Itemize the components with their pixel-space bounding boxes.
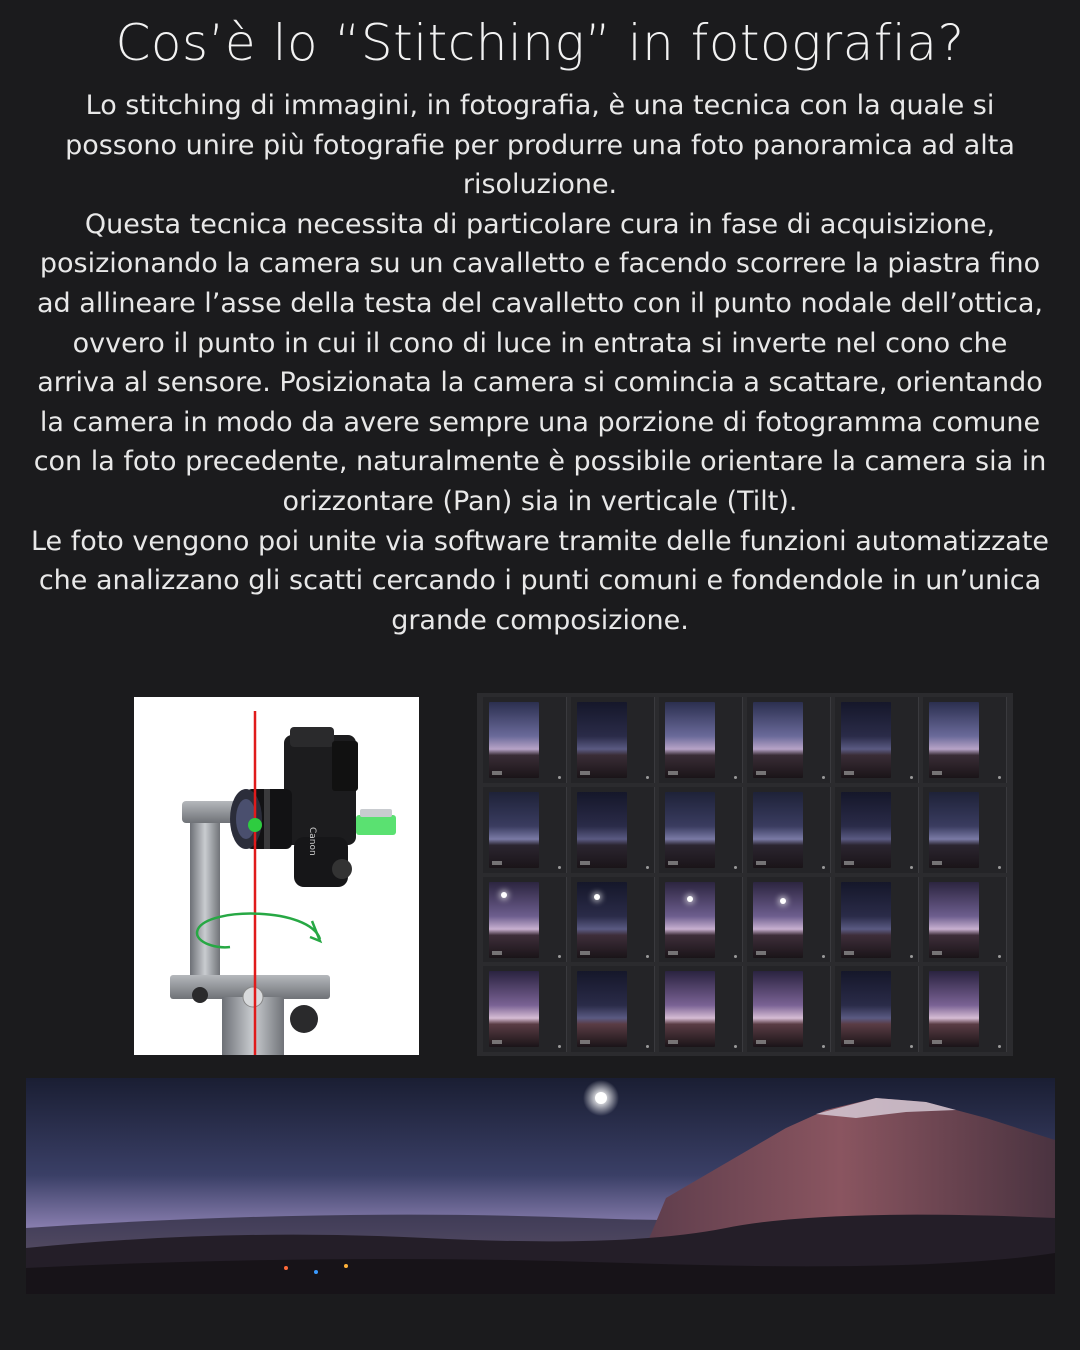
shot-thumbnail-cell[interactable] [571, 787, 655, 873]
stitched-panorama [26, 1078, 1055, 1294]
shot-thumbnail-image [489, 702, 539, 778]
shot-thumbnail-image [929, 882, 979, 958]
shot-thumbnail-image [665, 971, 715, 1047]
thumbnail-dot [558, 1045, 561, 1048]
thumbnail-dot [910, 776, 913, 779]
shot-thumbnail-image [929, 971, 979, 1047]
shot-thumbnail-image [665, 792, 715, 868]
shot-thumbnail-image [577, 971, 627, 1047]
shot-thumbnail-cell[interactable] [835, 966, 919, 1052]
moon-mark [687, 896, 693, 902]
thumbnail-tag [668, 1040, 678, 1044]
thumbnail-tag [580, 771, 590, 775]
shot-thumbnail-cell[interactable] [659, 787, 743, 873]
thumbnail-tag [756, 1040, 766, 1044]
thumbnail-tag [756, 951, 766, 955]
shot-thumbnail-image [489, 971, 539, 1047]
shot-thumbnail-image [841, 792, 891, 868]
shot-thumbnail-cell[interactable] [747, 966, 831, 1052]
thumbnail-tag [844, 1040, 854, 1044]
thumbnail-dot [558, 955, 561, 958]
shot-thumbnail-image [665, 882, 715, 958]
thumbnail-dot [646, 955, 649, 958]
thumbnail-tag [492, 951, 502, 955]
thumbnail-tag [580, 861, 590, 865]
thumbnail-tag [492, 1040, 502, 1044]
thumbnail-dot [910, 866, 913, 869]
shot-thumbnail-image [489, 792, 539, 868]
camera-brand-label: Canon [307, 827, 317, 856]
shot-thumbnail-cell[interactable] [571, 697, 655, 783]
thumbnail-dot [734, 955, 737, 958]
shot-thumbnail-cell[interactable] [747, 697, 831, 783]
shot-thumbnail-cell[interactable] [835, 787, 919, 873]
source-shots-grid [477, 693, 1013, 1056]
shot-thumbnail-cell[interactable] [835, 877, 919, 963]
thumbnail-tag [932, 861, 942, 865]
paragraph-software: Le foto vengono poi unite via software tramite delle funzioni automatizzate che analizzano gli scatti cercando i punti comuni e fondendole in un’unica grande composizione. [30, 525, 1050, 636]
thumbnail-tag [932, 951, 942, 955]
page-title: Cos’è lo “Stitching” in fotografia? [115, 14, 965, 72]
body-text [30, 86, 1050, 640]
thumbnail-dot [910, 1045, 913, 1048]
shot-thumbnail-cell[interactable] [659, 697, 743, 783]
shot-thumbnail-cell[interactable] [659, 877, 743, 963]
thumbnail-dot [998, 866, 1001, 869]
shot-thumbnail-cell[interactable] [659, 966, 743, 1052]
shot-thumbnail-image [577, 882, 627, 958]
shot-thumbnail-cell[interactable] [923, 787, 1007, 873]
thumbnail-dot [558, 866, 561, 869]
thumbnail-dot [822, 955, 825, 958]
moon-mark [501, 892, 507, 898]
thumbnail-tag [844, 771, 854, 775]
thumbnail-dot [646, 776, 649, 779]
thumbnail-dot [646, 866, 649, 869]
thumbnail-dot [734, 1045, 737, 1048]
shot-thumbnail-image [577, 792, 627, 868]
thumbnail-dot [822, 1045, 825, 1048]
panorama-illustration [26, 1078, 1055, 1294]
thumbnail-dot [910, 955, 913, 958]
shot-thumbnail-image [577, 702, 627, 778]
shot-thumbnail-cell[interactable] [835, 697, 919, 783]
shot-thumbnail-cell[interactable] [747, 877, 831, 963]
moon-mark [780, 898, 786, 904]
thumbnail-tag [492, 861, 502, 865]
shot-thumbnail-image [841, 702, 891, 778]
thumbnail-dot [822, 776, 825, 779]
thumbnail-tag [580, 951, 590, 955]
thumbnail-dot [558, 776, 561, 779]
thumbnail-dot [734, 776, 737, 779]
paragraph-intro: Lo stitching di immagini, in fotografia, è una tecnica con la quale si possono unire più fotografie per produrre una foto panoramica ad alta risoluzione. [65, 90, 1015, 201]
thumbnail-dot [646, 1045, 649, 1048]
thumbnail-tag [844, 951, 854, 955]
shot-thumbnail-cell[interactable] [923, 877, 1007, 963]
thumbnail-tag [492, 771, 502, 775]
thumbnail-tag [580, 1040, 590, 1044]
shot-thumbnail-cell[interactable] [483, 697, 567, 783]
thumbnail-tag [932, 1040, 942, 1044]
thumbnail-tag [844, 861, 854, 865]
shot-thumbnail-cell[interactable] [571, 966, 655, 1052]
shot-thumbnail-image [753, 882, 803, 958]
shot-thumbnail-image [841, 971, 891, 1047]
shot-thumbnail-cell[interactable] [483, 966, 567, 1052]
shot-thumbnail-cell[interactable] [571, 877, 655, 963]
thumbnail-dot [734, 866, 737, 869]
shot-thumbnail-image [929, 792, 979, 868]
thumbnail-tag [668, 771, 678, 775]
thumbnail-tag [668, 861, 678, 865]
panoramic-head-illustration [134, 697, 419, 1055]
shot-thumbnail-image [489, 882, 539, 958]
shot-thumbnail-image [929, 702, 979, 778]
shot-thumbnail-cell[interactable] [747, 787, 831, 873]
thumbnail-dot [998, 776, 1001, 779]
thumbnail-tag [756, 771, 766, 775]
thumbnail-tag [932, 771, 942, 775]
shot-thumbnail-cell[interactable] [483, 787, 567, 873]
thumbnail-dot [822, 866, 825, 869]
shot-thumbnail-image [753, 971, 803, 1047]
shot-thumbnail-cell[interactable] [923, 966, 1007, 1052]
moon-mark [594, 894, 600, 900]
shot-thumbnail-image [841, 882, 891, 958]
shot-thumbnail-image [665, 702, 715, 778]
thumbnail-tag [668, 951, 678, 955]
thumbnail-dot [998, 1045, 1001, 1048]
thumbnail-tag [756, 861, 766, 865]
shot-thumbnail-image [753, 702, 803, 778]
paragraph-technique: Questa tecnica necessita di particolare cura in fase di acquisizione, posizionando la camera su un cavalletto e facendo scorrere la piastra fino ad allineare l’asse della testa del cavalletto con il punto nodale dell’ottica, ovvero il punto in cui il cono di luce in entrata si inverte nel cono che arriva al sensore. Posizionata la camera si comincia a scattare, orientando la camera in modo da avere sempre una porzione di fotogramma comune con la foto precedente, naturalmente è possibile orientare la camera sia in orizzontare (Pan) sia in verticale (Tilt). [33, 208, 1047, 517]
shot-thumbnail-image [753, 792, 803, 868]
shot-thumbnail-cell[interactable] [923, 697, 1007, 783]
thumbnail-dot [998, 955, 1001, 958]
panoramic-head-photo [134, 697, 419, 1055]
shot-thumbnail-cell[interactable] [483, 877, 567, 963]
